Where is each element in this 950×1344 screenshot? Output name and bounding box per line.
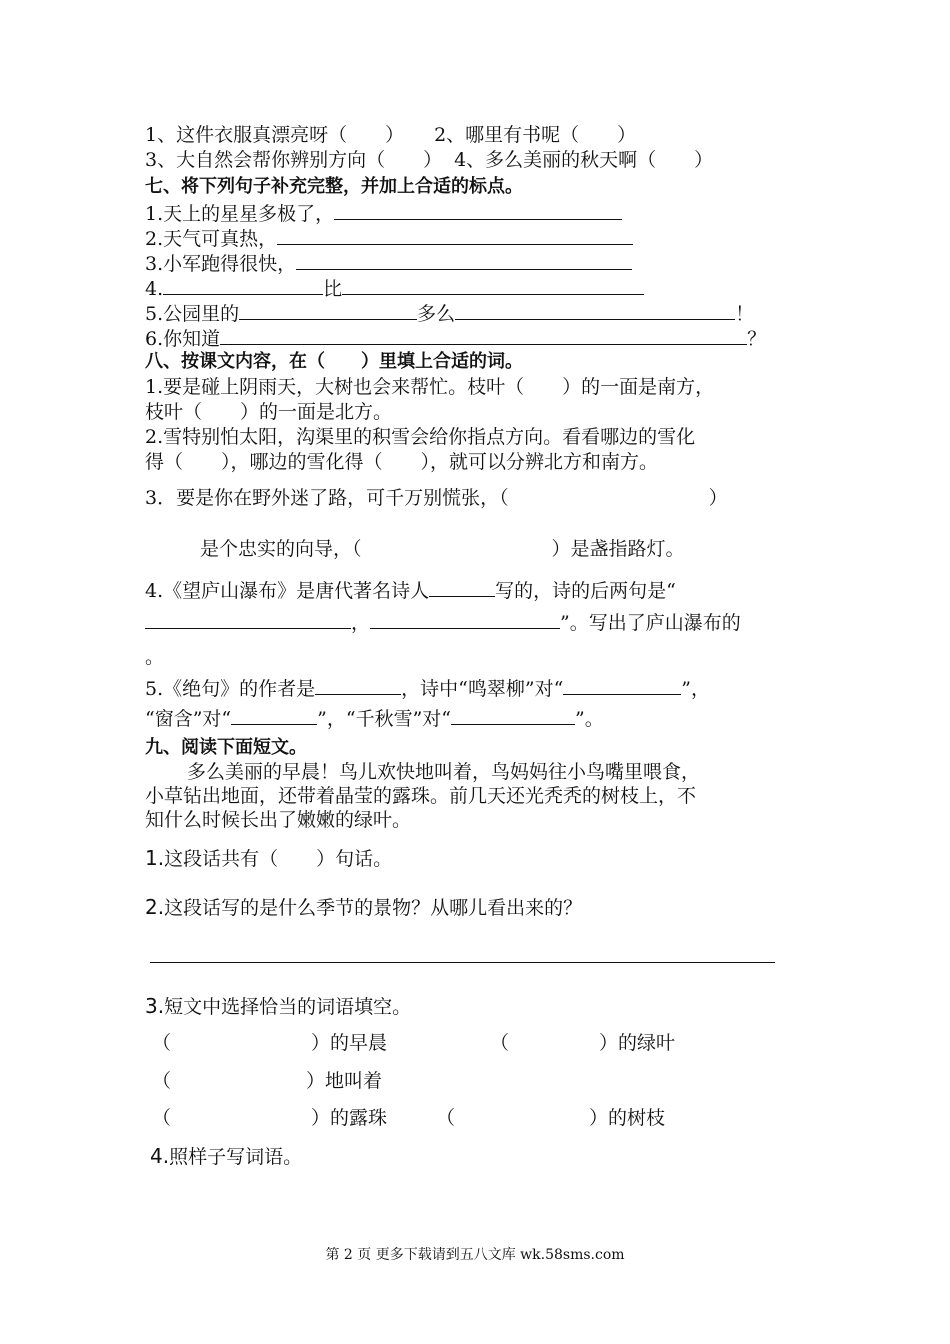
- s8-p4-verse-blank-1[interactable]: [145, 610, 351, 629]
- fill-3-open: （: [152, 1070, 172, 1092]
- s9-q2-num: 2.: [145, 895, 165, 919]
- s8-p4-c: ，: [351, 612, 371, 634]
- s7-s4-mid: 比: [323, 278, 343, 300]
- passage-line-2: 小草钻出地面，还带着晶莹的露珠。前几天还光秃秃的树枝上，不: [145, 785, 697, 807]
- fill-row-3: [152, 1106, 387, 1130]
- s7-s4-blank-1[interactable]: [163, 276, 323, 295]
- s7-s3-text: 3.小军跑得很快，: [145, 253, 297, 275]
- fill-row-1b: [490, 1031, 675, 1055]
- s7-sentence-6: [145, 326, 766, 351]
- s8-p5-f: ”。: [575, 708, 604, 730]
- s8-p4-verse-blank-2[interactable]: [370, 610, 560, 629]
- s8-p5-b: ，诗中“鸣翠柳”对“: [401, 678, 564, 700]
- s8-p5-author-blank[interactable]: [315, 676, 401, 695]
- s7-s2-text: 2.天气可真热，: [145, 228, 278, 250]
- s8-p4-line1: [145, 578, 676, 603]
- s9-question-1: [145, 846, 392, 871]
- s9-q4-text: 照样子写词语。: [169, 1146, 303, 1168]
- s7-s6-prefix: 6.你知道: [145, 328, 221, 350]
- s9-q2-text: 这段话写的是什么季节的景物？从哪儿看出来的？: [164, 897, 583, 919]
- fill-2-close: ）的绿叶: [599, 1032, 676, 1054]
- s7-s5-prefix: 5.公园里的: [145, 303, 240, 325]
- s8-p2-line2: 得（ ），哪边的雪化得（ ），就可以分辨北方和南方。: [145, 451, 659, 473]
- s8-p5-a: 5.《绝句》的作者是: [145, 678, 316, 700]
- s8-p5-line2: [145, 706, 604, 731]
- section6-row2: [145, 148, 713, 172]
- fill-row-2: [152, 1069, 382, 1093]
- s8-p5-c: ”，: [681, 678, 710, 700]
- s7-s2-blank[interactable]: [277, 226, 633, 245]
- s8-p4-line3: 。: [145, 646, 165, 668]
- fill-4-close: ）的露珠: [311, 1107, 388, 1129]
- s8-p3-d: ）是盏指路灯。: [551, 538, 685, 560]
- s7-s3-blank[interactable]: [296, 251, 632, 270]
- s8-p1-line2: 枝叶（ ）的一面是北方。: [145, 401, 393, 423]
- s9-question-3: [145, 994, 411, 1019]
- s6-question-4: 4、多么美丽的秋天啊（ ）: [454, 149, 714, 171]
- section7-heading: 七、将下列句子补充完整，并加上合适的标点。: [145, 176, 523, 197]
- s7-sentence-3: [145, 251, 632, 276]
- s8-p5-blank-3[interactable]: [451, 706, 575, 725]
- s7-s1-text: 1.天上的星星多极了，: [145, 203, 335, 225]
- s6-question-2: 2、哪里有书呢（ ）: [434, 124, 637, 146]
- s8-p3-line2: [200, 537, 685, 561]
- s7-sentence-1: [145, 201, 622, 226]
- s8-p5-e: ”，“千秋雪”对“: [317, 708, 451, 730]
- fill-1-close: ）的早晨: [311, 1032, 388, 1054]
- s7-sentence-4: [145, 276, 644, 301]
- s7-s5-blank-1[interactable]: [239, 301, 417, 320]
- s8-p3-a: 3．要是你在野外迷了路，可千万别慌张，（: [145, 487, 509, 509]
- s7-sentence-5: [145, 301, 754, 326]
- s9-q2-answer-line[interactable]: [150, 962, 775, 963]
- s8-p1-line1: 1.要是碰上阴雨天，大树也会来帮忙。枝叶（ ）的一面是南方，: [145, 376, 715, 398]
- s8-p2-line1: 2.雪特别怕太阳，沟渠里的积雪会给你指点方向。看看哪边的雪化: [145, 426, 696, 448]
- s7-s6-end: ？: [747, 328, 767, 350]
- s8-p5-d: “窗含”对“: [145, 708, 232, 730]
- fill-2-open: （: [490, 1032, 510, 1054]
- s8-p4-line2: [145, 610, 741, 635]
- s9-q3-num: 3.: [145, 994, 165, 1018]
- page-footer: 第 2 页 更多下载请到五八文库 wk.58sms.com: [325, 1247, 625, 1263]
- s7-s5-end: ！: [735, 303, 755, 325]
- s8-p4-b: 写的，诗的后两句是“: [495, 580, 676, 602]
- s8-p4-a: 4.《望庐山瀑布》是唐代著名诗人: [145, 580, 430, 602]
- s8-p5-line1: [145, 676, 710, 701]
- s6-question-3: 3、大自然会帮你辨别方向（ ）: [145, 149, 443, 171]
- s6-question-1: 1、这件衣服真漂亮呀（ ）: [145, 124, 405, 146]
- section8-heading: 八、按课文内容，在（ ）里填上合适的词。: [145, 351, 523, 372]
- fill-1-open: （: [152, 1032, 172, 1054]
- fill-5-close: ）的树枝: [589, 1107, 666, 1129]
- s8-p3-c: 是个忠实的向导，（: [200, 538, 362, 560]
- s8-p5-blank-2[interactable]: [231, 706, 317, 725]
- fill-row-3b: [436, 1106, 665, 1130]
- s7-sentence-2: [145, 226, 633, 251]
- s8-p3-line1: [145, 486, 728, 510]
- s7-s5-mid: 多么: [417, 303, 456, 325]
- s7-s5-blank-2[interactable]: [455, 301, 735, 320]
- fill-row-1: [152, 1031, 387, 1055]
- passage-line-3: 知什么时候长出了嫩嫩的绿叶。: [145, 809, 412, 831]
- fill-3-close: ）地叫着: [306, 1070, 383, 1092]
- section6-row1: [145, 123, 636, 147]
- s8-p3-b: ）: [708, 487, 728, 509]
- s9-question-4: [150, 1144, 302, 1169]
- s9-q1-text: 这段话共有（ ）句话。: [164, 848, 393, 870]
- s9-q1-num: 1.: [145, 846, 165, 870]
- s7-s4-prefix: 4.: [145, 278, 164, 300]
- section9-heading: 九、阅读下面短文。: [145, 737, 307, 758]
- s9-question-2: [145, 895, 582, 920]
- passage-line-1: 多么美丽的早晨！鸟儿欢快地叫着，鸟妈妈往小鸟嘴里喂食，: [187, 761, 701, 783]
- fill-4-open: （: [152, 1107, 172, 1129]
- s8-p4-d: ”。写出了庐山瀑布的: [560, 612, 741, 634]
- s9-q3-text: 短文中选择恰当的词语填空。: [164, 996, 412, 1018]
- s7-s4-blank-2[interactable]: [342, 276, 644, 295]
- s9-q4-num: 4.: [150, 1144, 170, 1168]
- s7-s1-blank[interactable]: [334, 201, 622, 220]
- s7-s6-blank[interactable]: [220, 326, 747, 345]
- s8-p4-poet-blank[interactable]: [429, 578, 495, 597]
- fill-5-open: （: [436, 1107, 456, 1129]
- s8-p5-blank-1[interactable]: [563, 676, 681, 695]
